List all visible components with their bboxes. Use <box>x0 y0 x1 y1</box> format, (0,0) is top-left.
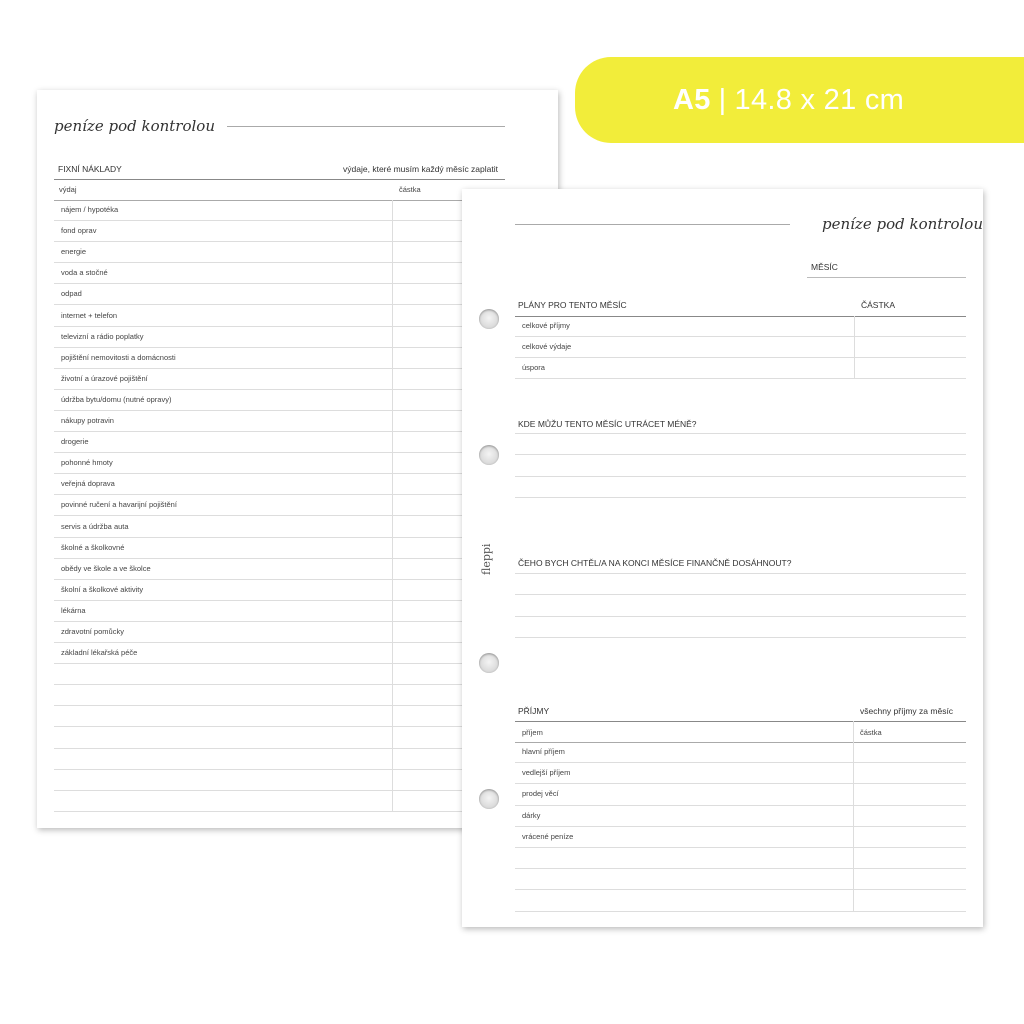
row-label: dárky <box>522 810 541 820</box>
table-row <box>54 242 505 263</box>
binder-hole <box>479 445 499 465</box>
row-label: prodej věcí <box>522 789 559 799</box>
row-label: zdravotní pomůcky <box>61 627 124 636</box>
table-row <box>54 327 505 348</box>
binder-hole <box>479 309 499 329</box>
table-row <box>54 453 505 474</box>
table-row <box>54 369 505 390</box>
writing-line <box>515 637 966 638</box>
table-row <box>54 643 505 664</box>
table-row <box>54 728 505 749</box>
question-spend-less: KDE MŮŽU TENTO MĚSÍC UTRÁCET MÉNĚ? <box>518 419 697 429</box>
table-row <box>515 316 966 337</box>
binder-hole <box>479 789 499 809</box>
table-row <box>54 306 505 327</box>
table-row <box>54 221 505 242</box>
table-row <box>515 890 966 911</box>
table-row <box>54 770 505 791</box>
writing-line <box>515 573 966 574</box>
writing-line <box>515 594 966 595</box>
income-rule <box>515 721 966 722</box>
table-row <box>54 263 505 284</box>
badge-text <box>673 84 904 117</box>
table-row <box>54 284 505 305</box>
income-column-amount: částka <box>860 728 882 737</box>
binder-hole <box>479 653 499 673</box>
table-row <box>54 517 505 538</box>
row-label: veřejná doprava <box>61 479 115 489</box>
row-label: nájem / hypotéka <box>61 205 119 214</box>
table-row <box>515 869 966 890</box>
title-rule <box>515 224 790 225</box>
row-label: hlavní příjem <box>522 747 565 756</box>
question-financial-goal: ČEHO BYCH CHTĚL/A NA KONCI MĚSÍCE FINANČNĚ DOSÁHNOUT? <box>518 558 792 568</box>
row-label: pohonné hmoty <box>61 458 113 468</box>
badge-dimensions: 14.8 x 21 cm <box>734 83 905 116</box>
column-header-amount: částka <box>399 185 421 194</box>
row-label: povinné ručení a havarijní pojištění <box>61 500 177 510</box>
table-row <box>54 791 505 812</box>
column-divider <box>392 200 393 811</box>
writing-line <box>515 476 966 477</box>
row-label: nákupy potravin <box>61 416 114 425</box>
table-row <box>54 474 505 495</box>
row-label: odpad <box>61 289 82 299</box>
row-label: pojištění nemovitosti a domácnosti <box>61 352 176 362</box>
row-label: obědy ve škole a ve školce <box>61 563 151 573</box>
row-label: životní a úrazové pojištění <box>61 373 148 383</box>
table-row <box>54 601 505 622</box>
table-row <box>54 685 505 706</box>
badge-size: A5 <box>673 83 711 116</box>
table-row <box>54 580 505 601</box>
badge-separator: | <box>718 83 727 116</box>
income-column-item: příjem <box>522 728 543 737</box>
page-title: peníze pod kontrolou <box>54 117 215 135</box>
writing-line <box>515 497 966 498</box>
row-label: úspora <box>522 363 545 372</box>
table-row <box>54 411 505 432</box>
table-row <box>54 495 505 516</box>
row-label: celkové výdaje <box>522 342 572 351</box>
row-label: údržba bytu/domu (nutné opravy) <box>61 394 172 404</box>
month-field-line <box>807 277 966 278</box>
table-row <box>515 827 966 848</box>
row-label: internet + telefon <box>61 310 118 320</box>
row-label: základní lékařská péče <box>61 648 138 658</box>
page-title: peníze pod kontrolou <box>822 215 983 233</box>
table-row <box>54 749 505 770</box>
table-row <box>54 348 505 369</box>
format-badge <box>575 57 1024 143</box>
row-label: lékárna <box>61 605 86 615</box>
section-title: FIXNÍ NÁKLADY <box>58 164 122 174</box>
row-label: energie <box>61 247 87 257</box>
table-row <box>54 622 505 643</box>
row-label: školní a školkové aktivity <box>61 584 144 594</box>
section-note: výdaje, které musím každý měsíc zaplatit <box>343 164 498 174</box>
table-row <box>515 784 966 805</box>
table-row <box>54 390 505 411</box>
table-row <box>54 706 505 727</box>
table-row <box>54 559 505 580</box>
income-note: všechny příjmy za měsíc <box>860 706 954 716</box>
page-monthly-plan <box>462 189 983 927</box>
table-row <box>515 337 966 358</box>
table-row <box>54 664 505 685</box>
writing-line <box>515 616 966 617</box>
month-label: MĚSÍC <box>811 262 838 272</box>
row-label: školné a školkovné <box>61 542 125 552</box>
plans-amount-header: ČÁSTKA <box>861 300 896 310</box>
income-divider <box>853 721 854 911</box>
writing-line <box>515 433 966 434</box>
row-label: vrácené peníze <box>522 831 574 841</box>
table-row <box>515 763 966 784</box>
row-label: vedlejší příjem <box>522 768 571 778</box>
row-label: televizní a rádio poplatky <box>61 331 144 341</box>
column-header-item: výdaj <box>59 185 77 194</box>
table-row <box>515 806 966 827</box>
table-row <box>515 358 966 379</box>
writing-line <box>515 454 966 455</box>
income-title: PŘÍJMY <box>518 706 550 716</box>
table-row <box>515 742 966 763</box>
row-label: drogerie <box>61 437 89 447</box>
table-row <box>515 848 966 869</box>
plans-divider <box>854 316 855 379</box>
brand-logo: fleppi <box>480 543 493 575</box>
row-label: fond oprav <box>61 226 97 236</box>
section-rule <box>54 179 505 180</box>
row-label: servis a údržba auta <box>61 521 129 531</box>
table-row <box>54 538 505 559</box>
row-label: celkové příjmy <box>522 321 570 330</box>
plans-title: PLÁNY PRO TENTO MĚSÍC <box>518 300 627 310</box>
table-row <box>54 432 505 453</box>
row-label: voda a stočné <box>61 268 108 278</box>
title-rule <box>227 126 505 127</box>
table-row <box>54 200 505 221</box>
